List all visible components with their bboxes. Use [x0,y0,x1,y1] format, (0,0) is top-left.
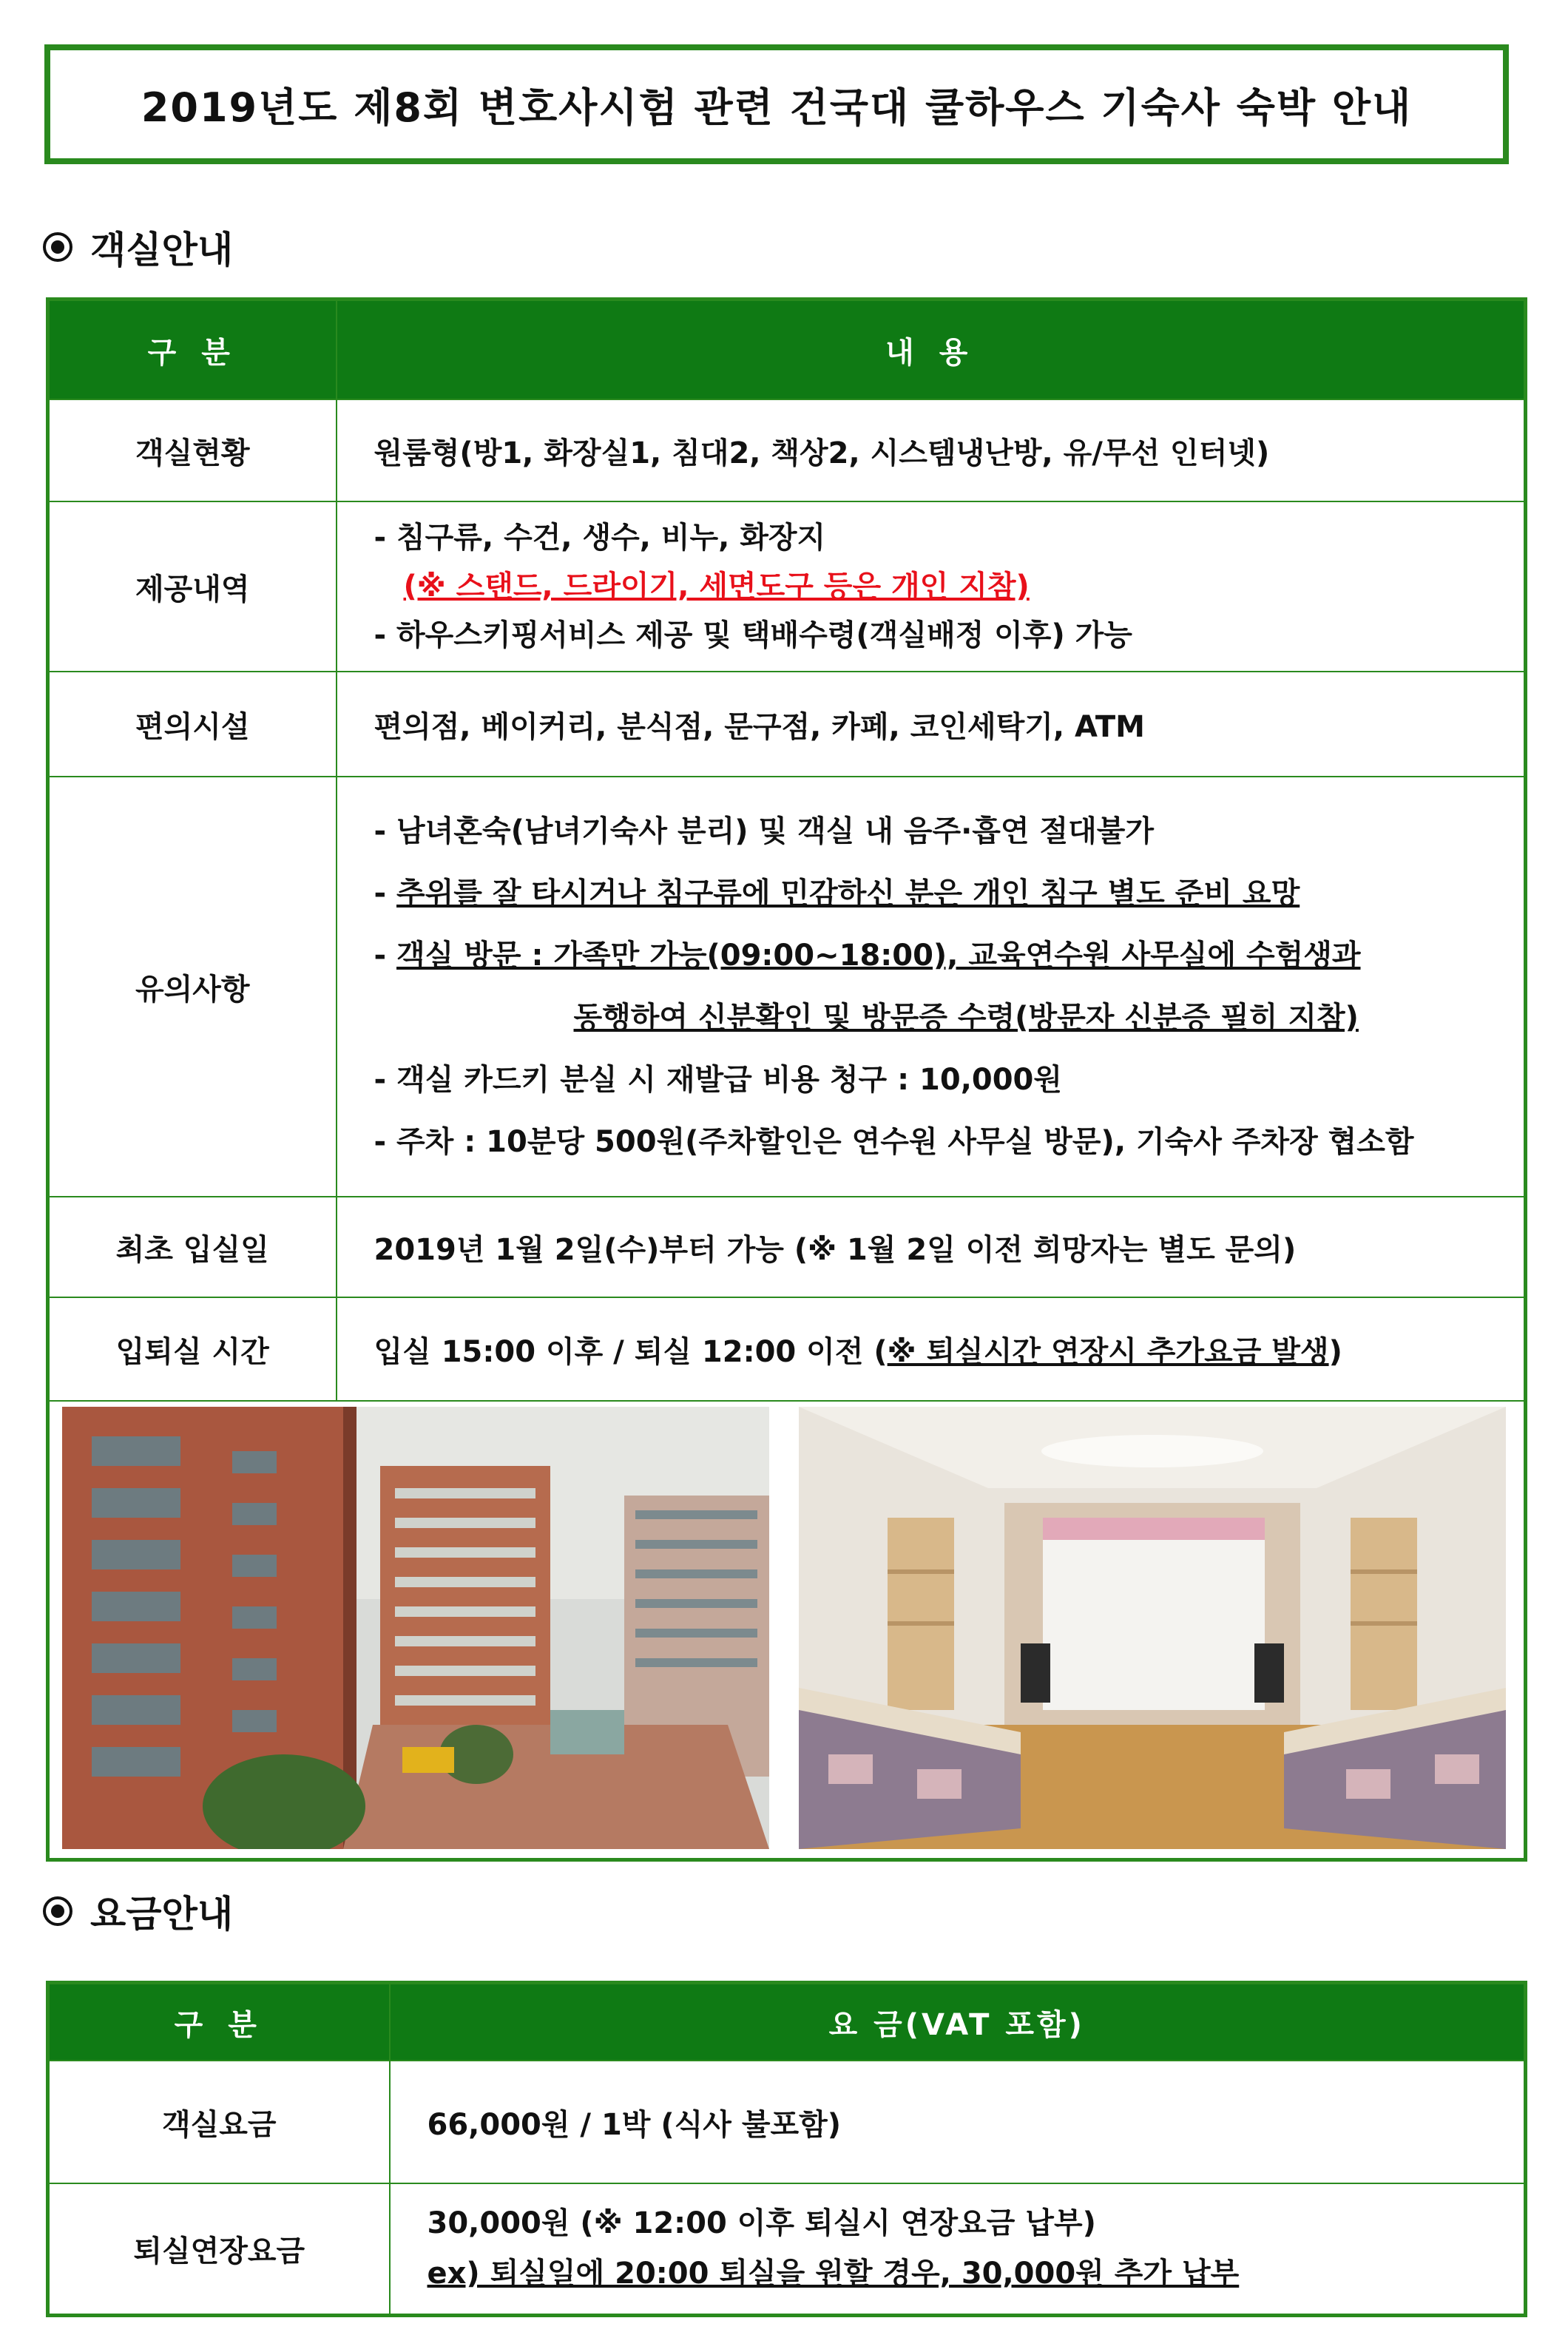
row-label-facilities: 편의시설 [48,672,337,777]
room-section-heading [43,220,233,274]
fee-table [46,1981,1527,2317]
notes-line-4: 동행하여 신분확인 및 방문증 수령(방문자 신분증 필히 지참) [573,1001,1359,1035]
row-label-notes: 유의사항 [48,777,337,1197]
table-row [48,2061,1526,2183]
notes-line-6: - 주차 : 10분당 500원(주차할인은 연수원 사무실 방문), 기숙사 주차장 협소함 [374,1125,1414,1159]
row-value-status: 원룸형(방1, 화장실1, 침대2, 책상2, 시스템냉난방, 유/무선 인터넷) [337,399,1526,501]
fee-section-heading [43,1885,233,1938]
fee-label-late: 퇴실연장요금 [48,2183,390,2315]
row-label-first-checkin: 최초 입실일 [48,1197,337,1297]
notes-line-2: 추위를 잘 타시거나 침구류에 민감하신 분은 개인 침구 별도 준비 요망 [396,876,1300,910]
hours-text: 입실 15:00 이후 / 퇴실 12:00 이전 ( [374,1334,888,1369]
radio-bullet-icon [43,232,72,262]
col-header-content: 내 용 [337,300,1526,400]
provided-line-1: - 침구류, 수건, 생수, 비누, 화장지 [374,521,826,555]
table-row [48,672,1526,777]
fee-value-room: 66,000원 / 1박 (식사 불포함) [390,2061,1526,2183]
col-header-category: 구 분 [48,300,337,400]
fee-col-header-category: 구 분 [48,1983,390,2061]
room-section-title: 객실안내 [90,229,234,271]
late-fee-line-1: 30,000원 (※ 12:00 이후 퇴실시 연장요금 납부) [427,2206,1096,2241]
notes-line-5: - 객실 카드키 분실 시 재발급 비용 청구 : 10,000원 [374,1063,1063,1097]
row-value-hours [337,1297,1526,1401]
row-value-facilities: 편의점, 베이커리, 분식점, 문구점, 카페, 코인세탁기, ATM [337,672,1526,777]
row-value-first-checkin: 2019년 1월 2일(수)부터 가능 (※ 1월 2일 이전 희망자는 별도 문의) [337,1197,1526,1297]
radio-bullet-icon [43,1896,72,1926]
row-label-status: 객실현황 [48,399,337,501]
table-row [48,501,1526,672]
late-fee-line-2: ex) 퇴실일에 20:00 퇴실을 원할 경우, 30,000원 추가 납부 [427,2257,1240,2291]
table-row [48,1197,1526,1297]
hours-extension-note: ※ 퇴실시간 연장시 추가요금 발생 [887,1334,1329,1369]
table-row [48,399,1526,501]
table-row [48,1297,1526,1401]
row-value-notes [337,777,1526,1197]
page-title: 2019년도 제8회 변호사시험 관련 건국대 쿨하우스 기숙사 숙박 안내 [141,84,1413,131]
fee-label-room: 객실요금 [48,2061,390,2183]
room-interior-photo [799,1407,1506,1849]
notes-line-2-dash: - [374,876,397,910]
fee-value-late [390,2183,1526,2315]
notes-line-1: - 남녀혼숙(남녀기숙사 분리) 및 객실 내 음주·흡연 절대불가 [374,814,1155,848]
notes-line-3: 객실 방문 : 가족만 가능(09:00~18:00), 교육연수원 사무실에 수험생과 [396,939,1361,973]
campus-building-photo [62,1407,769,1849]
notes-line-3-dash: - [374,939,397,973]
provided-line-3: - 하우스키핑서비스 제공 및 택배수령(객실배정 이후) 가능 [374,618,1132,652]
row-label-provided: 제공내역 [48,501,337,672]
title-box [44,44,1509,164]
row-label-hours: 입퇴실 시간 [48,1297,337,1401]
fee-section-title: 요금안내 [90,1893,234,1936]
provided-line-2: (※ 스탠드, 드라이기, 세면도구 등은 개인 지참) [403,570,1030,604]
table-row [48,777,1526,1197]
row-value-provided [337,501,1526,672]
table-row [48,2183,1526,2315]
fee-col-header-fee: 요 금(VAT 포함) [390,1983,1526,2061]
hours-text-end: ) [1328,1334,1342,1369]
